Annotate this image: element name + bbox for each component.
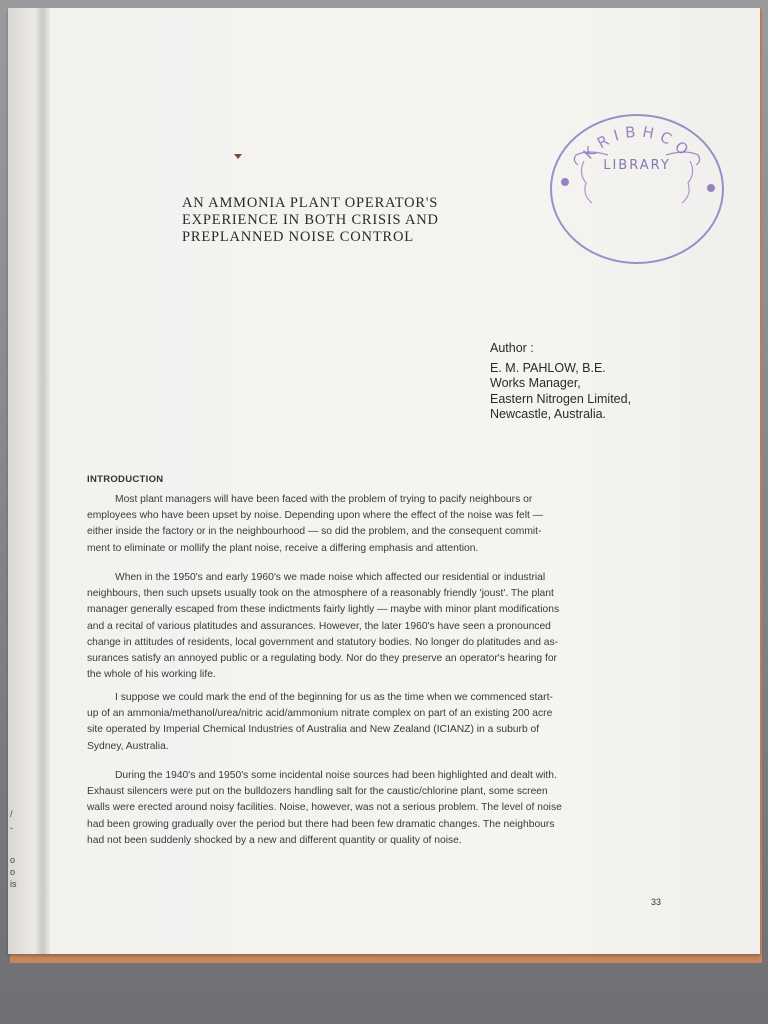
text-line: Most plant managers will have been faced with the problem of trying to pacify neighbours or [115, 494, 533, 505]
author-line: E. M. PAHLOW, B.E. [490, 360, 606, 375]
author-line: Eastern Nitrogen Limited, [490, 391, 632, 406]
text-line: had been growing gradually over the period but there had been few dramatic changes. The neighbours [87, 818, 555, 830]
paragraph-2 [87, 570, 691, 683]
text-line: employees who have been upset by noise. Depending upon where the effect of the noise was felt — [87, 510, 544, 522]
title-line: AN AMMONIA PLANT OPERATOR'S [182, 195, 439, 211]
text-line: neighbours, then such upsets usually took on the atmosphere of a reasonably friendly 'joust'. The plant [87, 588, 554, 600]
text-line: Exhaust silencers were put on the bulldozers handling salt for the caustic/chlorine plant, some screen [87, 786, 548, 798]
prev-page-fragment: is [10, 879, 17, 889]
text-line: manager generally escaped from these indictments fairly lightly — maybe with minor plant modifications [87, 604, 560, 616]
author-label: Author : [490, 341, 534, 355]
library-stamp [548, 109, 726, 266]
paper-title [182, 195, 522, 246]
page-gutter [36, 8, 50, 954]
text-line: walls were erected around noisy facilities. Noise, however, was not a serious problem. The level of noise [87, 802, 562, 814]
text-line: and a recital of various platitudes and assurances. However, the later 1960's have seen a pronounced [87, 620, 551, 632]
text-line: When in the 1950's and early 1960's we made noise which affected our residential or industrial [115, 572, 546, 583]
author-block [490, 341, 730, 423]
text-line: change in attitudes of residents, local government and statutory bodies. No longer do platitudes and as- [87, 636, 559, 648]
prev-page-fragment: o [10, 855, 16, 865]
title-line: PREPLANNED NOISE CONTROL [182, 229, 414, 245]
text-line: either inside the factory or in the neighbourhood — so did the problem, and the consequent commit- [87, 526, 542, 538]
text-line: During the 1940's and 1950's some incidental noise sources had been highlighted and dealt with. [115, 770, 557, 781]
book-page [8, 8, 760, 954]
text-line: I suppose we could mark the end of the beginning for us as the time when we commenced start- [115, 692, 553, 703]
triangle-mark-icon [234, 154, 242, 159]
section-heading-introduction: INTRODUCTION [87, 474, 164, 485]
text-line: surances satisfy an annoyed public or a regulating body. Nor do they preserve an operator's hearing for [87, 653, 557, 665]
prev-page-fragment: - [10, 823, 13, 833]
stamp-center-text: LIBRARY [603, 158, 671, 173]
text-line: the whole of his working life. [87, 669, 216, 681]
prev-page-fragment: o [10, 867, 16, 877]
paragraph-4 [87, 768, 691, 849]
author-line: Works Manager, [490, 376, 581, 390]
page-number: 33 [651, 897, 662, 907]
paragraph-1 [87, 492, 691, 557]
text-line: Sydney, Australia. [87, 740, 169, 752]
text-line: up of an ammonia/methanol/urea/nitric acid/ammonium nitrate complex on part of an existing 200 acre [87, 708, 553, 720]
prev-page-fragment: / [10, 809, 13, 819]
text-line: ment to eliminate or mollify the plant noise, receive a differing emphasis and attention. [87, 542, 479, 554]
text-line: had not been suddenly shocked by a new and different quantity or quality of noise. [87, 834, 462, 846]
text-line: site operated by Imperial Chemical Industries of Australia and New Zealand (ICIANZ) in a suburb of [87, 724, 540, 736]
paragraph-3 [87, 690, 691, 755]
title-line: EXPERIENCE IN BOTH CRISIS AND [182, 212, 439, 228]
stamp-arc-text: KRIBHCO [579, 122, 697, 163]
author-line: Newcastle, Australia. [490, 407, 607, 421]
